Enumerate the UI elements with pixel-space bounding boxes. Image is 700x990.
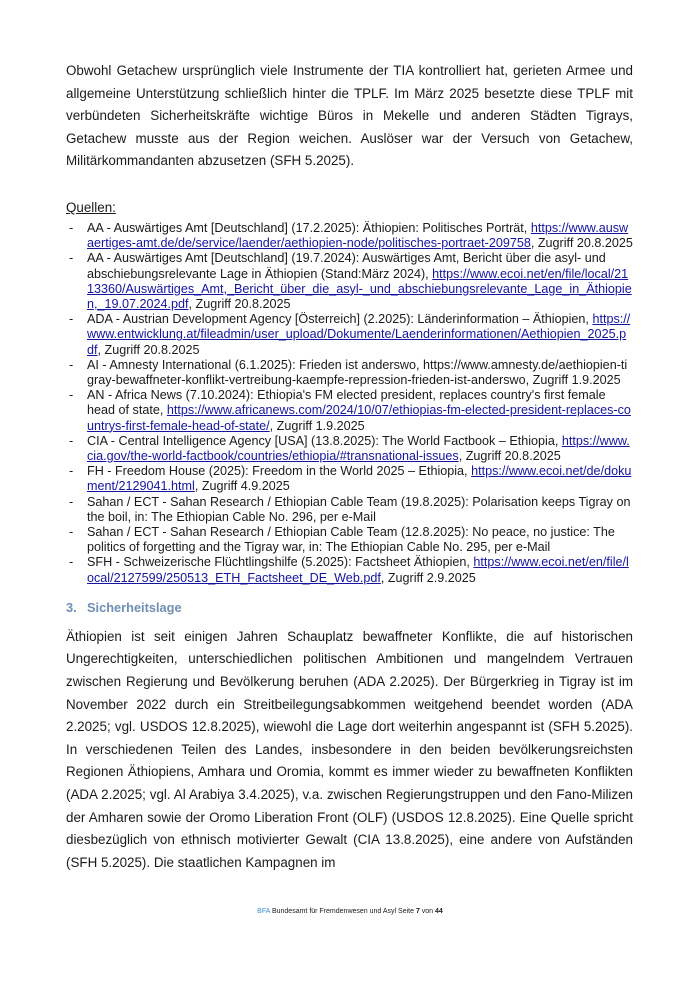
source-access-date: , Zugriff 4.9.2025 <box>194 479 290 494</box>
section-number: 3. <box>66 599 77 615</box>
source-link[interactable]: https://www.ecoi.net/en/file/local/2113360/Auswärtiges_Amt,_Bericht_über_die_asyl-_und_abschiebungsrelevante_Lage_in_Äthiopien,_19.07.2024.pdf <box>87 266 632 311</box>
source-text: AI - Amnesty International (6.1.2025): Frieden ist anderswo, <box>87 357 420 372</box>
source-item <box>66 555 633 585</box>
section-heading <box>66 600 633 616</box>
section-paragraph: Äthiopien ist seit einigen Jahren Schauplatz bewaffneter Konflikte, die auf historischen Ungerechtigkeiten, unterschiedlichen politischen Ambitionen und mangelndem Vertrauen zwischen Regierung und Bevölkerung beruhen (ADA 2.2025). Der Bürgerkrieg in Tigray ist im November 2022 durch ein Streitbeilegungsabkommen weitgehend beendet worden (ADA 2.2025; vgl. USDOS 12.8.2025), wiewohl die Lage dort weiterhin angespannt ist (SFH 5.2025). In verschiedenen Teilen des Landes, insbesondere in den beiden bevölkerungsreichsten Regionen Äthiopiens, Amhara und Oromia, kommt es immer wieder zu bewaffneten Konflikten (ADA 2.2025; vgl. Al Arabiya 3.4.2025), v.a. zwischen Regierungstruppen und den Fano-Milizen der Amharen sowie der Oromo Liberation Front (OLF) (USDOS 12.8.2025). Eine Quelle spricht diesbezüglich von ethnisch motivierter Gewalt (CIA 13.8.2025), eine andere von Aufständen (SFH 5.2025). Die staatlichen Kampagnen im <box>66 628 633 870</box>
page-footer <box>0 908 700 915</box>
list-dash: - <box>69 357 74 372</box>
source-item <box>66 434 633 464</box>
list-dash: - <box>69 525 74 540</box>
source-link[interactable]: https://www.auswaertiges-amt.de/de/service/laender/aethiopien-node/politisches-portraet-209758 <box>87 220 629 251</box>
list-dash: - <box>69 433 74 448</box>
source-access-date: , Zugriff 20.8.2025 <box>530 236 633 251</box>
footer-text: Bundesamt für Fremdenwesen und Asyl Seite <box>270 908 416 915</box>
source-item <box>66 495 633 525</box>
source-link[interactable]: https://www.ecoi.net/de/dokument/2129041.html <box>87 464 632 494</box>
footer-brand: BFA <box>257 908 271 915</box>
source-access-date: , Zugriff 20.8.2025 <box>188 296 291 311</box>
source-access-date: , Zugriff 20.8.2025 <box>458 449 561 464</box>
list-dash: - <box>69 220 74 235</box>
source-access-date: , Zugriff 2.9.2025 <box>380 570 476 585</box>
source-access-date: , Zugriff 1.9.2025 <box>269 418 365 433</box>
source-item <box>66 358 633 388</box>
source-text: Sahan / ECT - Sahan Research / Ethiopian Cable Team (19.8.2025): Polarisation keeps Tigray on the boil, in: The Ethiopian Cable No. 296, per e-Mail <box>87 494 631 524</box>
source-access-date: , Zugriff 20.8.2025 <box>97 342 200 357</box>
list-dash: - <box>69 312 74 327</box>
list-dash: - <box>69 464 74 479</box>
source-link[interactable]: https://www.cia.gov/the-world-factbook/countries/ethiopia/#transnational-issues <box>87 433 630 464</box>
source-access-date: , Zugriff 1.9.2025 <box>525 373 621 387</box>
source-link[interactable]: https://www.africanews.com/2024/10/07/ethiopias-fm-elected-president-replaces-countrys-first-female-head-of-state/ <box>87 403 631 433</box>
source-item <box>66 388 633 434</box>
source-link[interactable]: https://www.ecoi.net/en/file/local/2127599/250513_ETH_Factsheet_DE_Web.pdf <box>87 555 629 585</box>
footer-page-total: 44 <box>435 908 443 915</box>
source-link[interactable]: https://www.amnesty.de/aethiopien-tigray-bewaffneter-konflikt-vertreibung-kaempfe-repression-frieden-ist-anderswo <box>87 357 628 387</box>
source-item <box>66 525 633 555</box>
source-text: CIA - Central Intelligence Agency [USA] (13.8.2025): The World Factbook – Ethiopia, <box>87 433 559 448</box>
document-page <box>66 60 633 874</box>
source-link[interactable]: https://www.entwicklung.at/fileadmin/user_upload/Dokumente/Laenderinformationen/Aethiopien_2025.pdf <box>87 312 631 357</box>
source-text: SFH - Schweizerische Flüchtlingshilfe (5.2025): Factsheet Äthiopien, <box>87 555 470 570</box>
source-text: AA - Auswärtiges Amt [Deutschland] (19.7.2024): Auswärtiges Amt, Bericht über die asyl- und abschiebungsrelevante Lage in Äthiopien (Stand:März 2024), <box>87 251 606 281</box>
list-dash: - <box>69 555 74 570</box>
sources-heading: Quellen: <box>66 199 116 215</box>
source-text: ADA - Austrian Development Agency [Österreich] (2.2025): Länderinformation – Äthiopien, <box>87 312 589 327</box>
sources-list <box>66 221 633 586</box>
source-item <box>66 221 633 251</box>
source-item <box>66 251 633 312</box>
source-text: AA - Auswärtiges Amt [Deutschland] (17.2.2025): Äthiopien: Politisches Porträt, <box>87 220 528 235</box>
intro-paragraph: Obwohl Getachew ursprünglich viele Instrumente der TIA kontrolliert hat, gerieten Armee und allgemeine Unterstützung schließlich hinter die TPLF. Im März 2025 besetzte diese TPLF mit verbündeten Sicherheitskräfte wichtige Büros in Mekelle und anderen Städten Tigrays, Getachew musste aus der Region weichen. Auslöser war der Versuch von Getachew, Militärkommandanten abzusetzen (SFH 5.2025). <box>66 63 633 169</box>
footer-of: von <box>419 908 436 915</box>
list-dash: - <box>69 388 74 403</box>
section-title: Sicherheitslage <box>87 599 182 615</box>
source-text: FH - Freedom House (2025): Freedom in the World 2025 – Ethiopia, <box>87 464 468 479</box>
list-dash: - <box>69 494 74 509</box>
source-text: Sahan / ECT - Sahan Research / Ethiopian Cable Team (12.8.2025): No peace, no justice: The politics of forgetting and the Tigray war, in: The Ethiopian Cable No. 295, per e-Mail <box>87 525 615 555</box>
source-item <box>66 312 633 358</box>
footer-page-number: 7 <box>415 908 420 915</box>
source-item <box>66 464 633 494</box>
list-dash: - <box>69 251 74 266</box>
source-text: AN - Africa News (7.10.2024): Ethiopia's FM elected president, replaces country's first female head of state, <box>87 388 606 418</box>
